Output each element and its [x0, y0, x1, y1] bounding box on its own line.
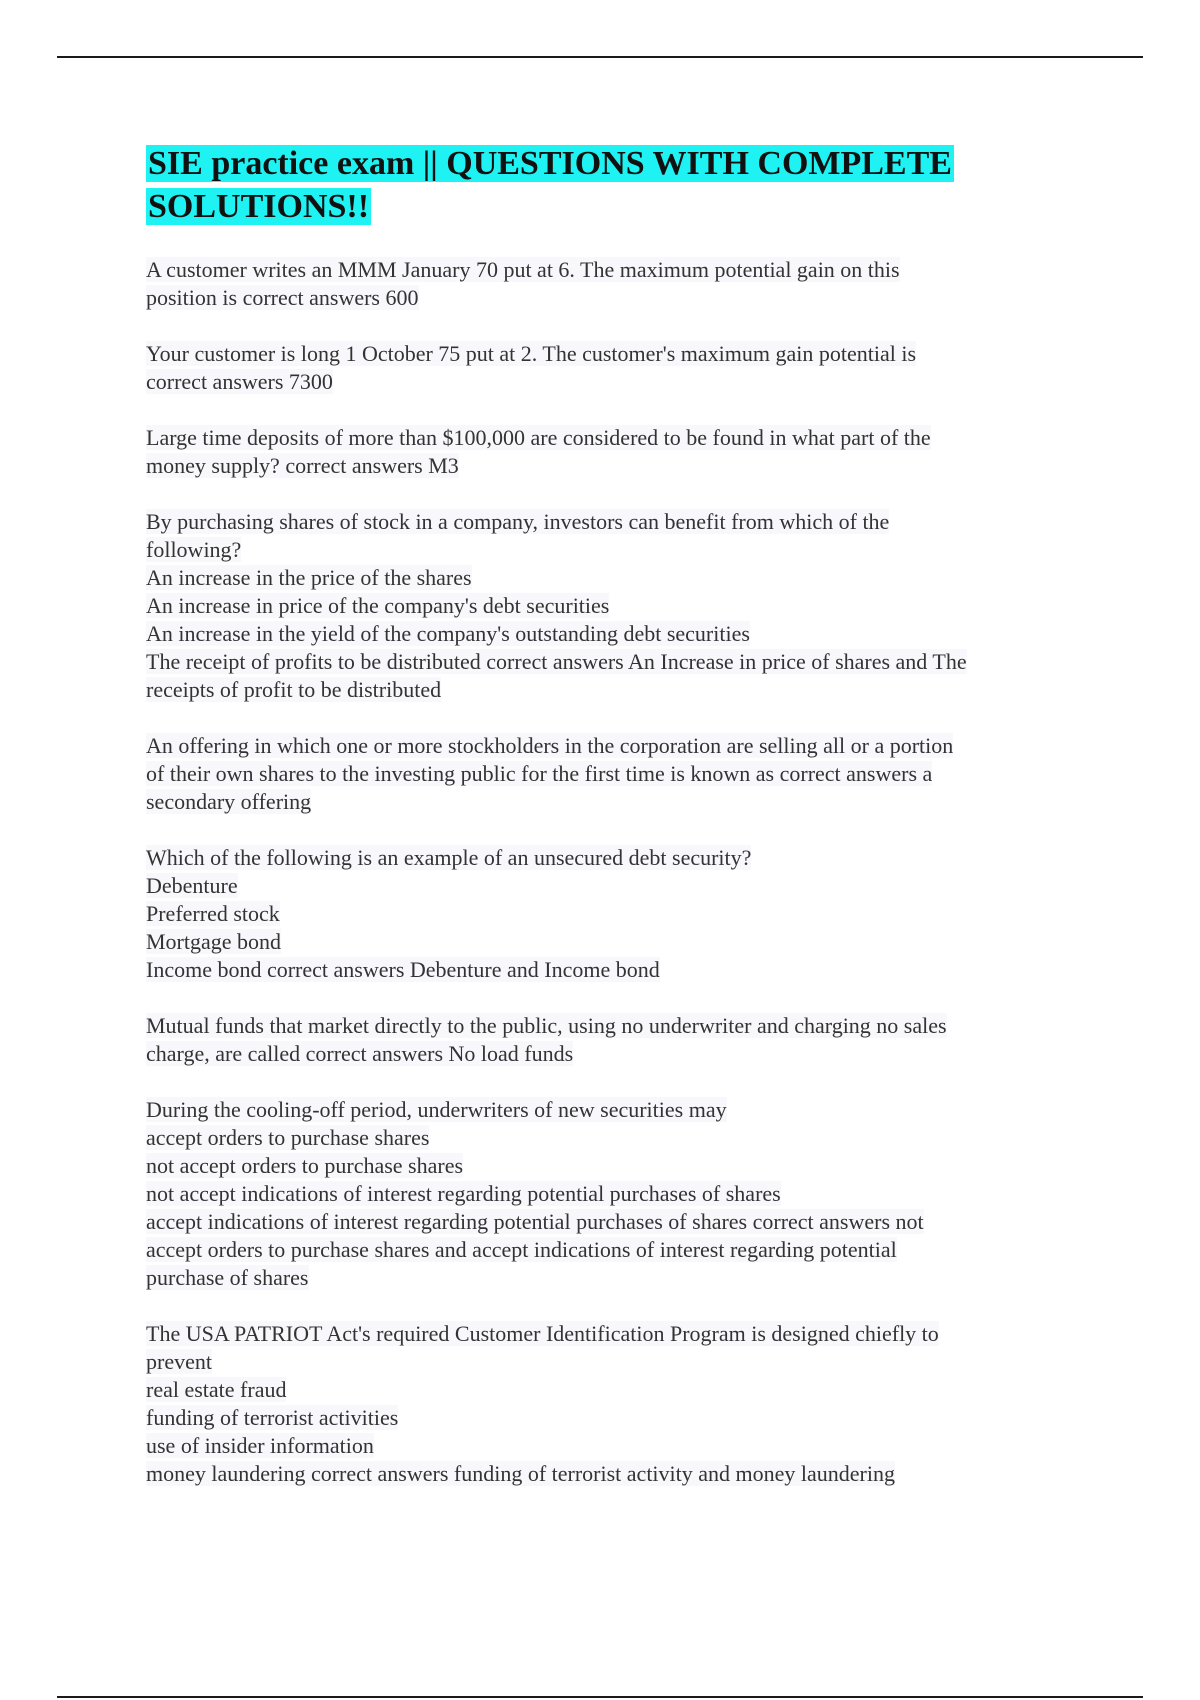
question-block: [146, 256, 1066, 312]
question-line: [146, 788, 1066, 816]
question-line: [146, 676, 1066, 704]
question-line-text: prevent: [146, 1349, 212, 1374]
question-line: [146, 928, 1066, 956]
question-line: [146, 1208, 1066, 1236]
question-line: [146, 452, 1066, 480]
question-line: [146, 1460, 1066, 1488]
question-block: [146, 508, 1066, 704]
question-line-text: Large time deposits of more than $100,000 are considered to be found in what part of the: [146, 425, 931, 450]
question-line-text: position is correct answers 600: [146, 285, 419, 310]
question-line: [146, 1320, 1066, 1348]
question-line: [146, 564, 1066, 592]
question-block: [146, 424, 1066, 480]
question-line-text: An increase in the price of the shares: [146, 565, 472, 590]
question-line-text: money supply? correct answers M3: [146, 453, 459, 478]
question-line-text: Which of the following is an example of an unsecured debt security?: [146, 845, 752, 870]
question-line-text: secondary offering: [146, 789, 312, 814]
question-block: [146, 844, 1066, 984]
question-line: [146, 284, 1066, 312]
question-line-text: The receipt of profits to be distributed correct answers An Increase in price of shares and The: [146, 649, 967, 674]
question-line: [146, 340, 1066, 368]
question-line-text: of their own shares to the investing public for the first time is known as correct answers a: [146, 761, 933, 786]
question-line-text: Income bond correct answers Debenture and Income bond: [146, 957, 660, 982]
question-line-text: accept orders to purchase shares: [146, 1125, 430, 1150]
question-line-text: accept orders to purchase shares and accept indications of interest regarding potential: [146, 1237, 897, 1262]
question-line: [146, 760, 1066, 788]
question-line-text: During the cooling-off period, underwriters of new securities may: [146, 1097, 727, 1122]
top-rule: [57, 56, 1143, 58]
question-line: [146, 1432, 1066, 1460]
question-line: [146, 1404, 1066, 1432]
question-line: [146, 536, 1066, 564]
question-line-text: not accept indications of interest regarding potential purchases of shares: [146, 1181, 781, 1206]
question-block: [146, 732, 1066, 816]
question-line: [146, 844, 1066, 872]
question-line: [146, 620, 1066, 648]
question-line-text: correct answers 7300: [146, 369, 333, 394]
question-line-text: The USA PATRIOT Act's required Customer Identification Program is designed chiefly to: [146, 1321, 939, 1346]
question-line-text: An increase in price of the company's debt securities: [146, 593, 610, 618]
question-line-text: real estate fraud: [146, 1377, 287, 1402]
bottom-rule: [57, 1696, 1143, 1698]
question-line: [146, 1124, 1066, 1152]
question-line-text: funding of terrorist activities: [146, 1405, 399, 1430]
question-line: [146, 256, 1066, 284]
question-line: [146, 1236, 1066, 1264]
document-body: [146, 142, 1066, 1516]
question-line: [146, 592, 1066, 620]
question-line-text: not accept orders to purchase shares: [146, 1153, 464, 1178]
question-line: [146, 1040, 1066, 1068]
question-line-text: following?: [146, 537, 242, 562]
question-line: [146, 508, 1066, 536]
question-line-text: purchase of shares: [146, 1265, 309, 1290]
question-line-text: By purchasing shares of stock in a company, investors can benefit from which of the: [146, 509, 890, 534]
question-line: [146, 1012, 1066, 1040]
document-title: [146, 142, 1066, 228]
question-line-text: Preferred stock: [146, 901, 280, 926]
question-line-text: Mortgage bond: [146, 929, 282, 954]
question-line: [146, 1152, 1066, 1180]
question-block: [146, 1012, 1066, 1068]
question-line-text: An offering in which one or more stockholders in the corporation are selling all or a portion: [146, 733, 954, 758]
question-list: [146, 256, 1066, 1488]
question-line: [146, 956, 1066, 984]
question-line-text: use of insider information: [146, 1433, 374, 1458]
question-line: [146, 1348, 1066, 1376]
question-line: [146, 1096, 1066, 1124]
question-line-text: Mutual funds that market directly to the public, using no underwriter and charging no sales: [146, 1013, 947, 1038]
question-line-text: Debenture: [146, 873, 238, 898]
question-line: [146, 1264, 1066, 1292]
question-block: [146, 1320, 1066, 1488]
question-line: [146, 424, 1066, 452]
question-line-text: receipts of profit to be distributed: [146, 677, 442, 702]
question-line: [146, 732, 1066, 760]
question-line-text: A customer writes an MMM January 70 put at 6. The maximum potential gain on this: [146, 257, 900, 282]
question-line: [146, 368, 1066, 396]
title-line-1: SIE practice exam || QUESTIONS WITH COMPLETE: [148, 145, 952, 182]
question-line-text: An increase in the yield of the company's outstanding debt securities: [146, 621, 750, 646]
question-line: [146, 872, 1066, 900]
question-block: [146, 340, 1066, 396]
question-line: [146, 648, 1066, 676]
title-line-2: SOLUTIONS!!: [148, 188, 370, 225]
question-line: [146, 1180, 1066, 1208]
question-line-text: charge, are called correct answers No load funds: [146, 1041, 574, 1066]
question-line-text: Your customer is long 1 October 75 put at 2. The customer's maximum gain potential is: [146, 341, 916, 366]
question-line: [146, 900, 1066, 928]
question-line-text: accept indications of interest regarding potential purchases of shares correct answers not: [146, 1209, 924, 1234]
question-line-text: money laundering correct answers funding of terrorist activity and money laundering: [146, 1461, 895, 1486]
question-block: [146, 1096, 1066, 1292]
question-line: [146, 1376, 1066, 1404]
